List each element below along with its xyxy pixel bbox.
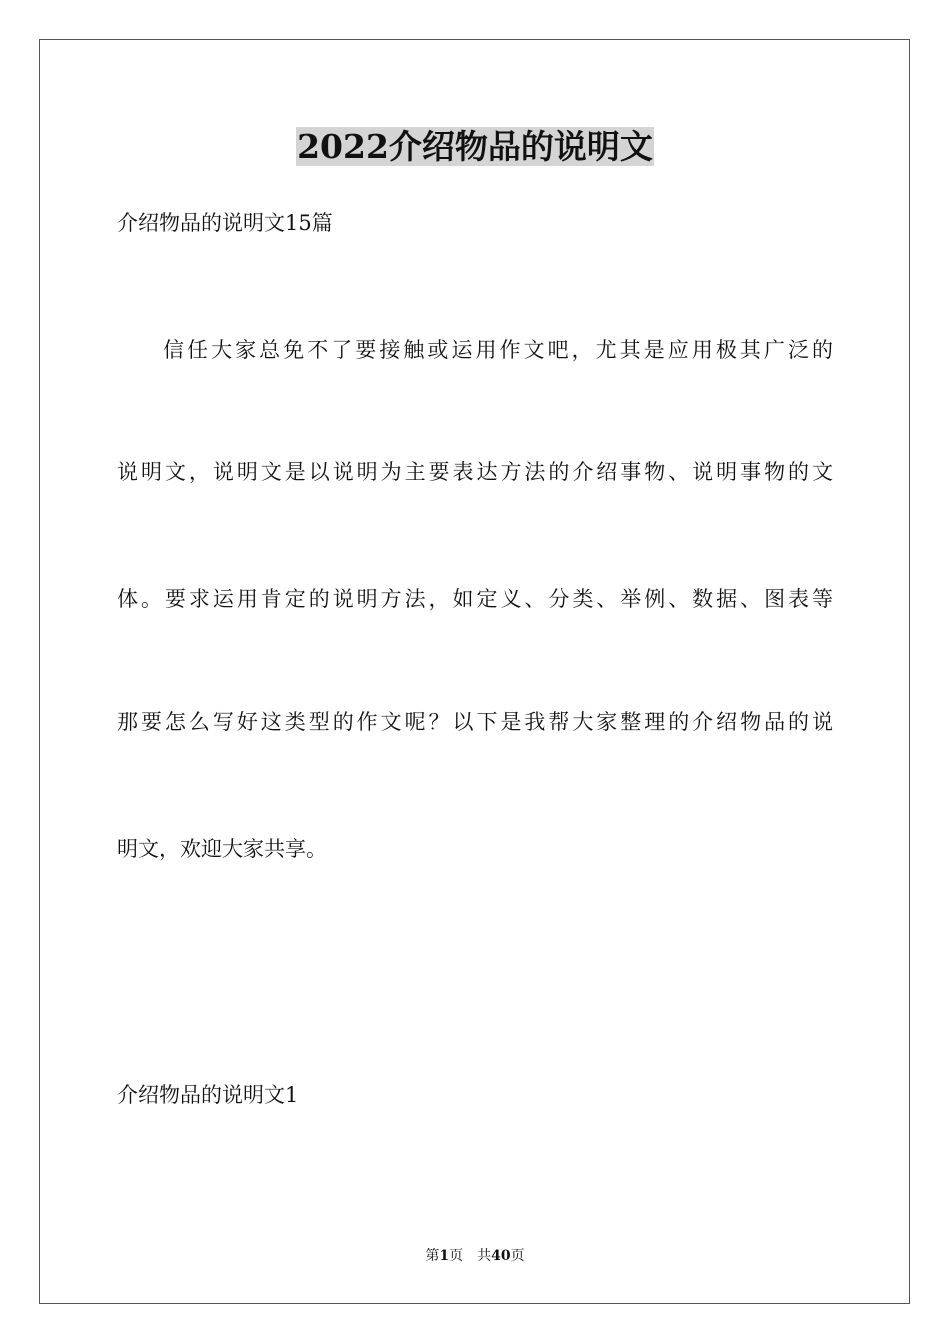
intro-line-1: 信任大家总免不了要接触或运用作文吧，尤其是应用极其广泛的 (163, 338, 833, 362)
section-heading: 介绍物品的说明文1 (117, 1083, 299, 1107)
footer-mid: 页 共 (449, 1248, 492, 1264)
document-subtitle: 介绍物品的说明文15篇 (117, 211, 333, 235)
footer-suffix: 页 (510, 1248, 525, 1264)
page-footer (0, 1246, 950, 1266)
intro-line-2: 说明文，说明文是以说明为主要表达方法的介绍事物、说明事物的文 (117, 460, 833, 484)
footer-page-number: 1 (439, 1248, 450, 1264)
intro-line-5: 明文，欢迎大家共享。 (117, 837, 327, 861)
footer-prefix: 第 (425, 1248, 440, 1264)
intro-line-4: 那要怎么写好这类型的作文呢？以下是我帮大家整理的介绍物品的说 (117, 710, 833, 734)
document-title (0, 124, 950, 170)
footer-total-pages: 40 (491, 1248, 511, 1264)
document-title-text: 2022介绍物品的说明文 (297, 127, 653, 166)
intro-line-3: 体。要求运用肯定的说明方法，如定义、分类、举例、数据、图表等 (117, 587, 833, 611)
